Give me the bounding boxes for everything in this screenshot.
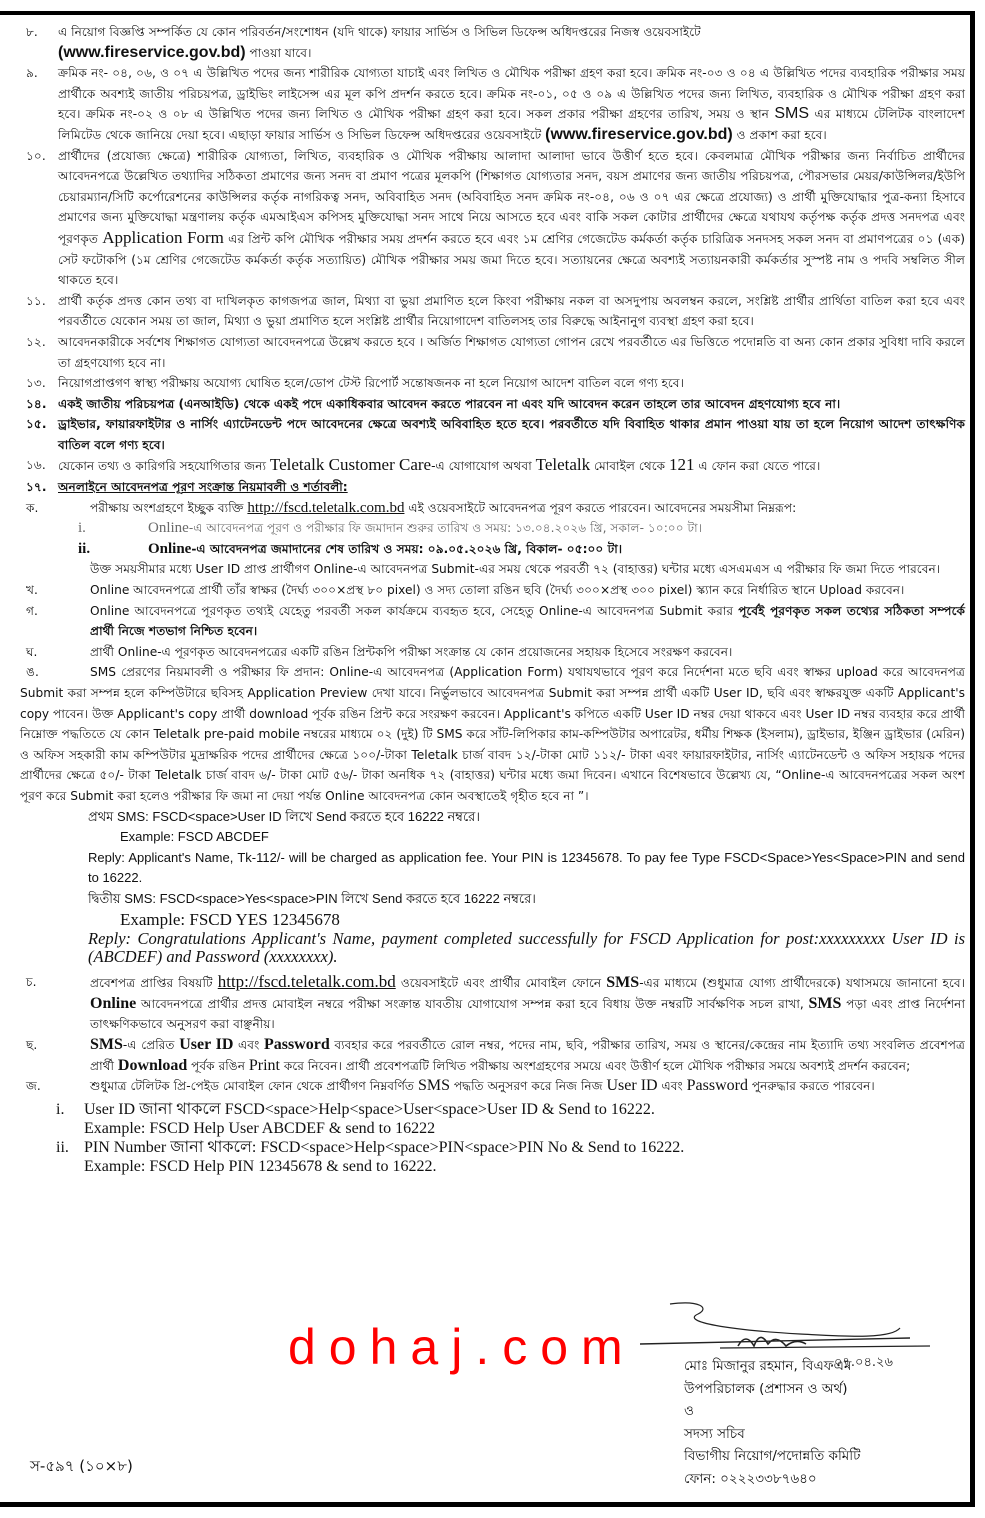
deadline-text: -এ আবেদনপত্র পূরণ ও পরীক্ষার ফি জমাদান শুরুর তারিখ ও সময়: ১৩.০৪.২০২৬ খ্রি, সকাল- ১০:০০ টা। xyxy=(188,521,703,536)
sms-first: প্রথম SMS: FSCD<space>User ID লিখে Send করতে হবে 16222 নম্বরে। xyxy=(88,808,480,824)
clause-text: একই জাতীয় পরিচয়পত্র (এনআইডি) থেকে একই পদে একাধিকবার আবেদন করতে পারবেন না এবং যদি আবেদন করেন তাহলে তার আবেদন গ্রহণযোগ্য হবে না। xyxy=(58,396,841,411)
clause-13 xyxy=(20,373,965,394)
clause-number: ১৪. xyxy=(26,396,47,411)
clause-number: ১১. xyxy=(26,293,46,308)
hotline-number: 121 xyxy=(669,455,695,475)
clause-number: ১৭. xyxy=(26,480,47,495)
section-heading: অনলাইনে আবেদনপত্র পূরণ সংক্রান্ত নিয়মাবলী ও শর্তাবলী: xyxy=(58,480,348,495)
subclause-gha xyxy=(20,642,965,663)
clause-text: -এ প্রেরিত xyxy=(122,1037,180,1052)
clause-text: করে নিবেন। প্রার্থী প্রবেশপত্রটি লিখিত পরীক্ষায় অংশগ্রহণের সময়ে এবং উত্তীর্ণ হলে মৌখিক পরীক্ষার সময়ে অবশ্যই প্রদর্শন করবেন; xyxy=(279,1058,911,1073)
clause-text: শুধুমাত্র টেলিটক প্রি-পেইড মোবাইল ফোন থেকে প্রার্থীগণ নিম্নবর্ণিত xyxy=(90,1079,418,1094)
clause-number: ৯. xyxy=(26,66,38,81)
clause-text: ওয়েবসাইটে এবং প্রার্থীর মোবাইল ফোনে xyxy=(395,976,607,991)
subclause-kha xyxy=(20,580,965,601)
clause-text: ক্রমিক নং- ০৪, ০৬, ও ০৭ এ উল্লিখিত পদের জন্য শারীরিক যোগ্যতা যাচাই এবং লিখিত ও মৌখিক পরীক্ষা গ্রহণ করা হবে। ক্রমিক নং-০৩ ও ০৪ এ উল্লিখিত পদের ব্যবহারিক পরীক্ষার সময় প্রার্থীকে অবশ্যই জাতীয় পরিচয়পত্র, ড্রাইভিং লাইসেন্স এর মূল কপি প্রদর্শন করতে হবে। ক্রমিক নং-০১, ০৫ ও ০৯ এ উল্লিখিত পদের জন্য লিখিত, ব্যবহারিক ও মৌখিক পরীক্ষা গ্রহণ করা হবে। ক্রমিক নং-০২ ও ০৮ এ উল্লিখিত পদের জন্য লিখিত ও মৌখিক পরীক্ষা গ্রহণ করা হবে। সকল প্রকার পরীক্ষা গ্রহণের তারিখ, সময় ও স্থান xyxy=(58,66,965,122)
user-id-text: User ID xyxy=(179,1035,234,1053)
print-text: Print xyxy=(248,1056,280,1074)
recovery-instruction: PIN Number জানা থাকলে: FSCD<space>Help<space>PIN<space>PIN No & Send to 16222. xyxy=(84,1138,685,1156)
roman-number: ii. xyxy=(78,540,91,557)
signatory-phone: ফোন: ০২২২৩৩৮৭৬৪০ xyxy=(684,1470,817,1487)
sms-second-example: Example: FSCD YES 12345678 xyxy=(120,909,340,929)
clause-text: -এ যোগাযোগ অথবা xyxy=(431,459,536,474)
deadline-end xyxy=(20,539,965,560)
teletalk-text: Teletalk xyxy=(535,455,591,475)
watermark: dohaj.com xyxy=(288,1319,636,1375)
clause-15 xyxy=(20,414,965,455)
subclause-number: জ. xyxy=(26,1079,41,1094)
fee-window-note: উক্ত সময়সীমার মধ্যে User ID প্রাপ্ত প্রার্থীগণ Online-এ আবেদনপত্র Submit-এর সময় থেকে পরবর্তী ৭২ (বাহাত্তর) ঘন্টার মধ্যে এসএমএস এ পরীক্ষার ফি জমা দিতে পারবেন। xyxy=(90,562,941,577)
deadline-text: -এ আবেদনপত্র জমাদানের শেষ তারিখ ও সময়: ০৯.০৫.২০২৬ খ্রি, বিকাল- ০৫:০০ টা। xyxy=(191,541,623,556)
clause-9 xyxy=(20,63,965,145)
teletalk-link[interactable]: http://fscd.teletalk.com.bd xyxy=(217,972,396,992)
clause-text: -এর মাধ্যমে (শুধুমাত্র যোগ্য প্রার্থীদেরকে) যথাসময়ে জানানো হবে। xyxy=(639,976,966,991)
recovery-pin xyxy=(20,1138,965,1176)
clause-text: প্রার্থীদের (প্রযোজ্য ক্ষেত্রে) শারীরিক যোগ্যতা, লিখিত, ব্যবহারিক ও মৌখিক পরীক্ষায় আলাদা আলাদা ভাবে উত্তীর্ণ হতে হবে। কেবলমাত্র মৌখিক পরীক্ষার জন্য নির্বাচিত প্রার্থীদের আবেদনপত্রে উল্লেখিত তথ্যাদির সঠিকতা প্রমাণের জন্য সনদ বা প্রমাণ পত্রের মূলকপি (শিক্ষাগত যোগ্যতার সনদ, বয়স প্রমাণের জন্য জাতীয় পরিচয়পত্র, পৌরসভার মেয়র/কাউন্সিলর/ইউপি চেয়ারম্যান/সিটি কর্পোরেশনের কাউন্সিলর কর্তৃক নাগরিকত্ব সনদ, অবিবাহিত সনদ (অবিবাহিত সনদ ক্রমিক নং-০৪, ০৬ ও ০৭ এর ক্ষেত্রে প্রযোজ্য) ও প্রার্থী মুক্তিযোদ্ধার পুত্র-কন্যা হিসাবে প্রমাণের জন্য মুক্তিযোদ্ধা মন্ত্রণালয় কর্তৃক এমআইএস কপিসহ মুক্তিযোদ্ধা সনদ সাথে নিয়ে আসতে হবে এবং বাকি সকল কোটার প্রার্থীদের ক্ষেত্রে যথাযথ কর্তৃপক্ষ কর্তৃক প্রদত্ত সনদপত্র এবং পূরণকৃত xyxy=(58,148,965,246)
clause-text: এ নিয়োগ বিজ্ঞপ্তি সম্পর্কিত যে কোন পরিবর্তন/সংশোধন (যদি থাকে) ফায়ার সার্ভিস ও সিভিল ডিফেন্স অধিদপ্তরের নিজস্ব ওয়েবসাইটে xyxy=(58,25,701,39)
subclause-ga xyxy=(20,601,965,642)
roman-number: ii. xyxy=(56,1138,69,1156)
subclause-cha xyxy=(20,972,965,1035)
recovery-example: Example: FSCD Help PIN 12345678 & send to 16222. xyxy=(84,1157,437,1175)
subclause-number: ঘ. xyxy=(26,644,38,659)
clause-number: ১০. xyxy=(26,148,46,163)
customer-care-text: Teletalk Customer Care xyxy=(269,455,432,475)
clause-11 xyxy=(20,291,965,332)
sms-text: SMS xyxy=(808,994,842,1012)
subclause-ja xyxy=(20,1076,965,1097)
signatory-name: মোঃ মিজানুর রহমান, বিএফএম xyxy=(684,1358,852,1374)
clause-text: এবং xyxy=(657,1079,687,1094)
clause-8 xyxy=(20,22,965,63)
notice-body xyxy=(20,22,965,1176)
deadline-start xyxy=(20,518,965,539)
clause-text: Online আবেদনপত্রে প্রার্থী তাঁর স্বাক্ষর (দৈর্ঘ্য ৩০০×প্রস্থ ৮০ pixel) ও সদ্য তোলা রঙিন ছবি (দৈর্ঘ্য ৩০০×প্রস্থ ৩০০ pixel) স্ক্যান করে নির্ধারিত স্থানে Upload করবেন। xyxy=(90,583,905,598)
signatory-conjunction: ও xyxy=(684,1403,694,1419)
password-text: Password xyxy=(686,1077,748,1095)
clause-text: ব্যবহার করে পরবর্তীতে রোল নম্বর, পদের নাম, ছবি, পরীক্ষার তারিখ, সময় ও স্থানের/কেন্দ্রের নাম ইত্যাদি তথ্য সংবলিত প্রবেশপত্র প্রার্থী xyxy=(90,1037,965,1073)
clause-text: এর প্রিন্ট কপি মৌখিক পরীক্ষার সময় প্রদর্শন করতে হবে এবং ১ম শ্রেণির গেজেটেড কর্মকর্তা কর্তৃক চারিত্রিক সনদসহ সকল সনদ বা প্রমাণপত্রের ০১ (এক) সেট ফটোকপি (১ম শ্রেণির গেজেটেড কর্মকর্তা কর্তৃক সত্যায়িত) মৌখিক পরীক্ষার সময় জমা দিতে হবে। সত্যায়নের ক্ষেত্রে অবশ্যই সত্যায়নকারী কর্মকর্তার সুস্পষ্ট নাম ও পদবি সম্বলিত সীল থাকতে হবে। xyxy=(58,231,965,288)
sms-second: দ্বিতীয় SMS: FSCD<space>Yes<space>PIN লিখে Send করতে হবে 16222 নম্বরে। xyxy=(88,890,536,906)
subclause-number: ঙ. xyxy=(26,665,39,680)
download-text: Download xyxy=(117,1056,188,1074)
recovery-user-id xyxy=(20,1100,965,1138)
clause-text: এর মাধ্যমে টেলিটক বাংলাদেশ লিমিটেড থেকে জানিয়ে দেয়া হবে। এছাড়া ফায়ার সার্ভিস ও সিভিল ডিফেন্স অধিদপ্তরের ওয়েবসাইটে xyxy=(58,107,966,142)
clause-text: প্রার্থী Online-এ পূরণকৃত আবেদনপত্রের একটি রঙিন প্রিন্টকপি পরীক্ষা সংক্রান্ত যে কোন প্রয়োজনের সহায়ক হিসেবে সংরক্ষণ করবেন। xyxy=(90,644,733,659)
clause-text: ও প্রকাশ করা হবে। xyxy=(732,127,827,142)
signatory-role: সদস্য সচিব xyxy=(684,1425,745,1442)
clause-text: আবেদনকারীকে সর্বশেষ শিক্ষাগত যোগ্যতা আবেদনপত্রে উল্লেখ করতে হবে । অর্জিত শিক্ষাগত যোগ্যতা গোপন রেখে পরবর্তীতে এর ভিত্তিতে পদোন্নতি বা অন্য কোন প্রকার সুবিধা দাবি করলে তা গ্রহণযোগ্য হবে না। xyxy=(58,334,965,370)
recovery-instruction: User ID জানা থাকলে FSCD<space>Help<space>User<space>User ID & Send to 16222. xyxy=(84,1100,655,1118)
print-code: স-৫৯৭ (১০×৮) xyxy=(30,1457,133,1475)
clause-text: আবেদনপত্রে প্রার্থীর প্রদত্ত মোবাইল নম্বরে পরীক্ষা সংক্রান্ত যাবতীয় যোগাযোগ সম্পন্ন করা হবে বিধায় উক্ত নম্বরটি সার্বক্ষণিক সচল রাখা, xyxy=(136,996,809,1011)
recovery-example: Example: FSCD Help User ABCDEF & send to 16222 xyxy=(84,1119,436,1137)
clause-text: এবং xyxy=(233,1037,264,1052)
clause-12 xyxy=(20,332,965,373)
clause-number: ১৫. xyxy=(26,417,47,432)
clause-text: পদ্ধতি অনুসরণ করে নিজ নিজ xyxy=(449,1079,607,1094)
subclause-number: ছ. xyxy=(26,1037,38,1052)
password-text: Password xyxy=(263,1035,330,1053)
clause-text: প্রবেশপত্র প্রাপ্তির বিষয়টি xyxy=(90,976,218,991)
clause-10 xyxy=(20,146,965,291)
clause-number: ১২. xyxy=(26,334,46,349)
sms-text: SMS xyxy=(90,1035,123,1053)
online-text: Online xyxy=(148,520,189,537)
clause-text: Online আবেদনপত্রে পূরণকৃত তথ্যই যেহেতু পরবর্তী সকল কার্যক্রমে ব্যবহৃত হবে, সেহেতু Online-এ আবেদনপত্র Submit করার xyxy=(90,603,739,618)
teletalk-link[interactable]: http://fscd.teletalk.com.bd xyxy=(247,499,405,516)
clause-text: মোবাইল থেকে xyxy=(590,459,670,474)
subclause-uma xyxy=(20,662,965,806)
roman-number: i. xyxy=(56,1100,65,1118)
clause-14 xyxy=(20,394,965,415)
online-text: Online xyxy=(148,540,192,557)
clause-text: যেকোন তথ্য ও কারিগরি সহযোগিতার জন্য xyxy=(58,459,270,474)
subclause-number: খ. xyxy=(26,583,38,598)
clause-text: পুনরুদ্ধার করতে পারবেন। xyxy=(747,1079,875,1094)
subclause-chha xyxy=(20,1035,965,1076)
clause-text-bold: পূর্বেই পূরণকৃত সকল তথ্যের সঠিকতা সম্পর্কে প্রার্থী নিজে শতভাগ নিশ্চিত হবেন। xyxy=(90,603,965,639)
signature-block xyxy=(684,1355,861,1490)
fireservice-link[interactable]: (www.fireservice.gov.bd) xyxy=(58,43,246,61)
signatory-committee: বিভাগীয় নিয়োগ/পদোন্নতি কমিটি xyxy=(684,1448,861,1464)
online-text: Online xyxy=(90,994,137,1012)
clause-text: ড্রাইভার, ফায়ারফাইটার ও নার্সিং এ্যাটেনডেন্ট পদে আবেদনের ক্ষেত্রে অবশ্যই অবিবাহিত হতে হবে। পরবর্তীতে যদি বিবাহিত থাকার প্রমান পাওয়া যায় তা হলে নিয়োগ আদেশ তাৎক্ষণিক বাতিল বলে গণ্য হবে। xyxy=(58,417,965,452)
clause-text: পড়া এবং প্রাপ্ত নির্দেশনা তাৎক্ষণিকভাবে অনুসরণ করা বাঞ্ছনীয়। xyxy=(90,996,965,1032)
sms-first-example: Example: FSCD ABCDEF xyxy=(120,829,269,845)
clause-text: SMS প্রেরণের নিয়মাবলী ও পরীক্ষার ফি প্রদান: Online-এ আবেদনপত্র (Application Form) যথাযথভাবে পূরণ করে নির্দেশনা মতে ছবি এবং স্বাক্ষর upload করে আবেদনপত্র Submit করা সম্পন্ন হলে কম্পিউটারে ছবিসহ Application Preview দেখা যাবে। নির্ভুলভাবে আবেদনপত্র Submit করা সম্পন্ন প্রার্থী একটি User ID, ছবি এবং স্বাক্ষরযুক্ত একটি Applicant's copy পাবেন। উক্ত Applicant's copy প্রার্থী download পূর্বক রঙিন প্রিন্ট করে সংরক্ষণ করবেন। Applicant's কপিতে একটি User ID নম্বর দেয়া থাকবে এবং User ID নম্বর ব্যবহার করে প্রার্থী নিম্নোক্ত পদ্ধতিতে যে কোন Teletalk pre-paid mobile নম্বরের মাধ্যমে ০২ (দুই) টি SMS করে সাঁট-লিপিকার কাম-কম্পিউটার অপারেটর, ধর্মীয় শিক্ষক (ইসলাম), ড্রাইভার, ইঞ্জিন ড্রাইভার (মেরিন) ও অফিস সহকারী কাম কম্পিউটার মুদ্রাক্ষরিক পদের প্রার্থীদের ক্ষেত্রে ১০০/-টাকা Teletalk চার্জ বাবদ ১২/-টাকা মোট ১১২/- টাকা এবং ফায়ারফাইটার, নার্সিং এ্যাটেনডেন্ট ও অফিস সহায়ক পদের প্রার্থীদের ক্ষেত্রে ৫০/- টাকা Teletalk চার্জ বাবদ ৬/- টাকা মোট ৫৬/- টাকা অনধিক ৭২ (বাহাত্তর) ঘন্টার মধ্যে জমা দিবেন। এখানে বিশেষভাবে উল্লেখ্য যে, “Online-এ আবেদনপত্রের সকল অংশ পূরণ করে Submit করা হলেও পরীক্ষার ফি জমা না দেয়া পর্যন্ত Online আবেদনপত্র কোন অবস্থাতেই গৃহীত হবে না ”। xyxy=(20,665,965,803)
roman-number: i. xyxy=(78,520,86,537)
clause-text: প্রার্থী কর্তৃক প্রদত্ত কোন তথ্য বা দাখিলকৃত কাগজপত্র জাল, মিথ্যা বা ভুয়া প্রমাণিত হলে কিংবা পরীক্ষায় নকল বা অসদুপায় অবলম্বন করলে, সংশ্লিষ্ট প্রার্থীর প্রার্থিতা বাতিল করা হবে এবং পরবর্তীতে যেকোন সময় তা জাল, মিথ্যা ও ভুয়া প্রমাণিত হলে সংশ্লিষ্ট প্রার্থীর নিয়োগাদেশ বাতিলসহ তার বিরুদ্ধে আইনানুগ ব্যবস্থা গ্রহণ করা হবে। xyxy=(58,293,966,329)
clause-number: ১৬. xyxy=(26,458,46,473)
sms-text: SMS xyxy=(774,105,810,123)
sms-text: SMS xyxy=(417,1077,450,1095)
clause-text: নিয়োগপ্রাপ্তগণ স্বাস্থ্য পরীক্ষায় অযোগ্য ঘোষিত হলে/ডোপ টেস্ট রিপোর্ট সন্তোষজনক না হলে নিয়োগ আদেশ বাতিল বলে গণ্য হবে। xyxy=(58,376,684,391)
signature-date: ০৭.০৪.২৬ xyxy=(834,1355,893,1370)
clause-text: এ ফোন করা যেতে পারে। xyxy=(694,459,821,474)
fireservice-link[interactable]: (www.fireservice.gov.bd) xyxy=(545,125,733,143)
clause-text: এই ওয়েবসাইটে আবেদনপত্র পূরণ করতে পারবেন। আবেদনের সময়সীমা নিম্নরূপ: xyxy=(404,500,797,515)
clause-number: ৮. xyxy=(26,25,38,39)
clause-text: পূর্বক রঙিন xyxy=(187,1058,249,1073)
clause-text: পাওয়া যাবে। xyxy=(245,45,312,60)
clause-17 xyxy=(20,477,965,498)
signatory-title: উপপরিচালক (প্রশাসন ও অর্থ) xyxy=(684,1380,848,1397)
sms-first-reply: Reply: Applicant's Name, Tk-112/- will be charged as application fee. Your PIN is 12345678. To pay fee Type FSCD<Space>Yes<Space>PIN and send to 16222. xyxy=(88,849,965,886)
subclause-ka xyxy=(20,498,965,519)
clause-number: ১৩. xyxy=(26,376,46,391)
sms-second-reply: Reply: Congratulations Applicant's Name, payment completed successfully for FSCD Application for post:xxxxxxxxx User ID is (ABCDEF) and Password (xxxxxxxx). xyxy=(88,929,965,967)
subclause-number: ক. xyxy=(26,500,39,515)
clause-text: পরীক্ষায় অংশগ্রহণে ইচ্ছুক ব্যক্তি xyxy=(90,500,248,515)
subclause-number: গ. xyxy=(26,603,38,618)
clause-16 xyxy=(20,455,965,477)
application-form-text: Application Form xyxy=(102,227,224,247)
sms-text: SMS xyxy=(606,974,640,992)
subclause-number: চ. xyxy=(26,975,37,990)
user-id-text: User ID xyxy=(606,1077,658,1095)
